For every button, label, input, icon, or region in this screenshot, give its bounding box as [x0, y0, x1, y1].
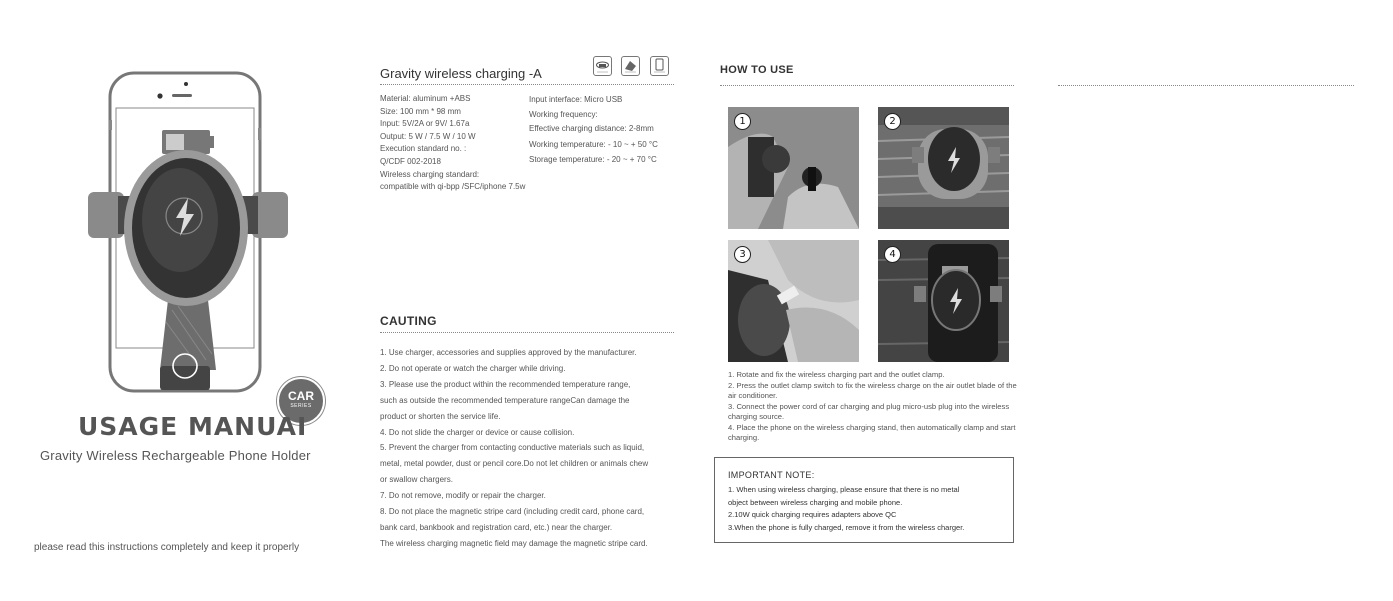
rotate-360-icon [593, 56, 612, 76]
caution-item: 8. Do not place the magnetic stripe card (including credit card, phone card, [380, 507, 645, 517]
step-number: 2 [884, 113, 901, 130]
caution-item: or swallow chargers. [380, 475, 453, 485]
howto-step: 2. Press the outlet clamp switch to fix the wireless charge on the air outlet blade of the air conditioner. [728, 380, 1017, 400]
spec-item: Effective charging distance: 2-8mm [529, 124, 654, 133]
howto-title: HOW TO USE [720, 64, 794, 76]
caution-item: 1. Use charger, accessories and supplies approved by the manufacturer. [380, 348, 637, 357]
spec-item: Working frequency: [529, 109, 598, 119]
spec-item: Material: aluminum +ABS [380, 94, 471, 103]
right-panel-divider [1058, 85, 1354, 86]
step-photo-1 [728, 107, 859, 229]
specs-title: Gravity wireless charging -A [380, 66, 542, 81]
note-line: 2.10W quick charging requires adapters above QC [728, 510, 897, 520]
caution-item: 2. Do not operate or watch the charger while driving. [380, 363, 566, 373]
spec-item: Size: 100 mm * 98 mm [380, 106, 461, 116]
phone-fit-icon [650, 56, 669, 76]
spec-item: Execution standard no. : [380, 144, 467, 154]
howto-step: 4. Place the phone on the wireless charging stand, then automatically clamp and start charging. [728, 422, 1016, 442]
cover-note: please read this instructions completely and keep it properly [34, 542, 300, 553]
spec-item: Output: 5 W / 7.5 W / 10 W [380, 131, 476, 141]
step-number: 1 [734, 113, 751, 130]
caution-divider [380, 332, 674, 333]
cover-panel [0, 0, 350, 601]
caution-item: metal, metal powder, dust or pencil core.Do not let children or animals chew [380, 459, 649, 469]
note-line: 1. When using wireless charging, please ensure that there is no metal [728, 485, 960, 494]
specs-divider [380, 84, 674, 85]
air-vent-mount-icon [621, 56, 640, 76]
important-note-box [714, 457, 1014, 543]
spec-item: Input interface: Micro USB [529, 95, 623, 104]
spec-item: Q/CDF 002-2018 [380, 156, 441, 166]
note-line: object between wireless charging and mobile phone. [728, 497, 903, 507]
spec-item: compatible with qi-bpp /SFC/iphone 7.5w [380, 182, 526, 192]
step-number: 4 [884, 246, 901, 263]
step-photo-2 [878, 107, 1009, 229]
caution-title: CAUTING [380, 314, 437, 328]
caution-item: The wireless charging magnetic field may damage the magnetic stripe card. [380, 538, 648, 548]
caution-item: 4. Do not slide the charger or device or cause collision. [380, 427, 575, 437]
caution-item: 3. Please use the product within the recommended temperature range, [380, 379, 631, 389]
specs-right-column [529, 93, 679, 168]
step-photo-4 [878, 240, 1009, 362]
spec-item: Working temperature: - 10 ~ + 50 °C [529, 139, 658, 149]
cover-subtitle: Gravity Wireless Rechargeable Phone Holder [40, 448, 311, 463]
howto-divider [720, 85, 1014, 86]
phone-holder-illustration [88, 70, 288, 400]
spec-item: Storage temperature: - 20 ~ + 70 °C [529, 155, 657, 164]
badge-sub-text: SERIES [290, 403, 312, 409]
howto-step: 3. Connect the power cord of car charging and plug micro-usb plug into the wireless charging source. [728, 401, 1010, 421]
cover-title: USAGE MANUAI [78, 412, 308, 441]
step-number: 3 [734, 246, 751, 263]
specs-left-column [380, 93, 530, 194]
badge-main-text: CAR [288, 389, 314, 403]
spec-icons [593, 56, 673, 78]
caution-item: 5. Prevent the charger from contacting conductive materials such as liquid, [380, 443, 645, 453]
step-photo-3 [728, 240, 859, 362]
howto-steps [728, 370, 1018, 444]
caution-item: such as outside the recommended temperature rangeCan damage the [380, 395, 630, 405]
note-line: 3.When the phone is fully charged, remove it from the wireless charger. [728, 522, 965, 532]
caution-item: 7. Do not remove, modify or repair the charger. [380, 491, 546, 501]
caution-item: bank card, bankbook and registration card, etc.) near the charger. [380, 522, 613, 532]
caution-list [380, 345, 680, 552]
spec-item: Wireless charging standard: [380, 169, 480, 179]
howto-step: 1. Rotate and fix the wireless charging part and the outlet clamp. [728, 370, 945, 379]
note-title: IMPORTANT NOTE: [728, 470, 815, 480]
caution-item: product or shorten the service life. [380, 411, 501, 421]
spec-item: Input: 5V/2A or 9V/ 1.67a [380, 119, 470, 129]
